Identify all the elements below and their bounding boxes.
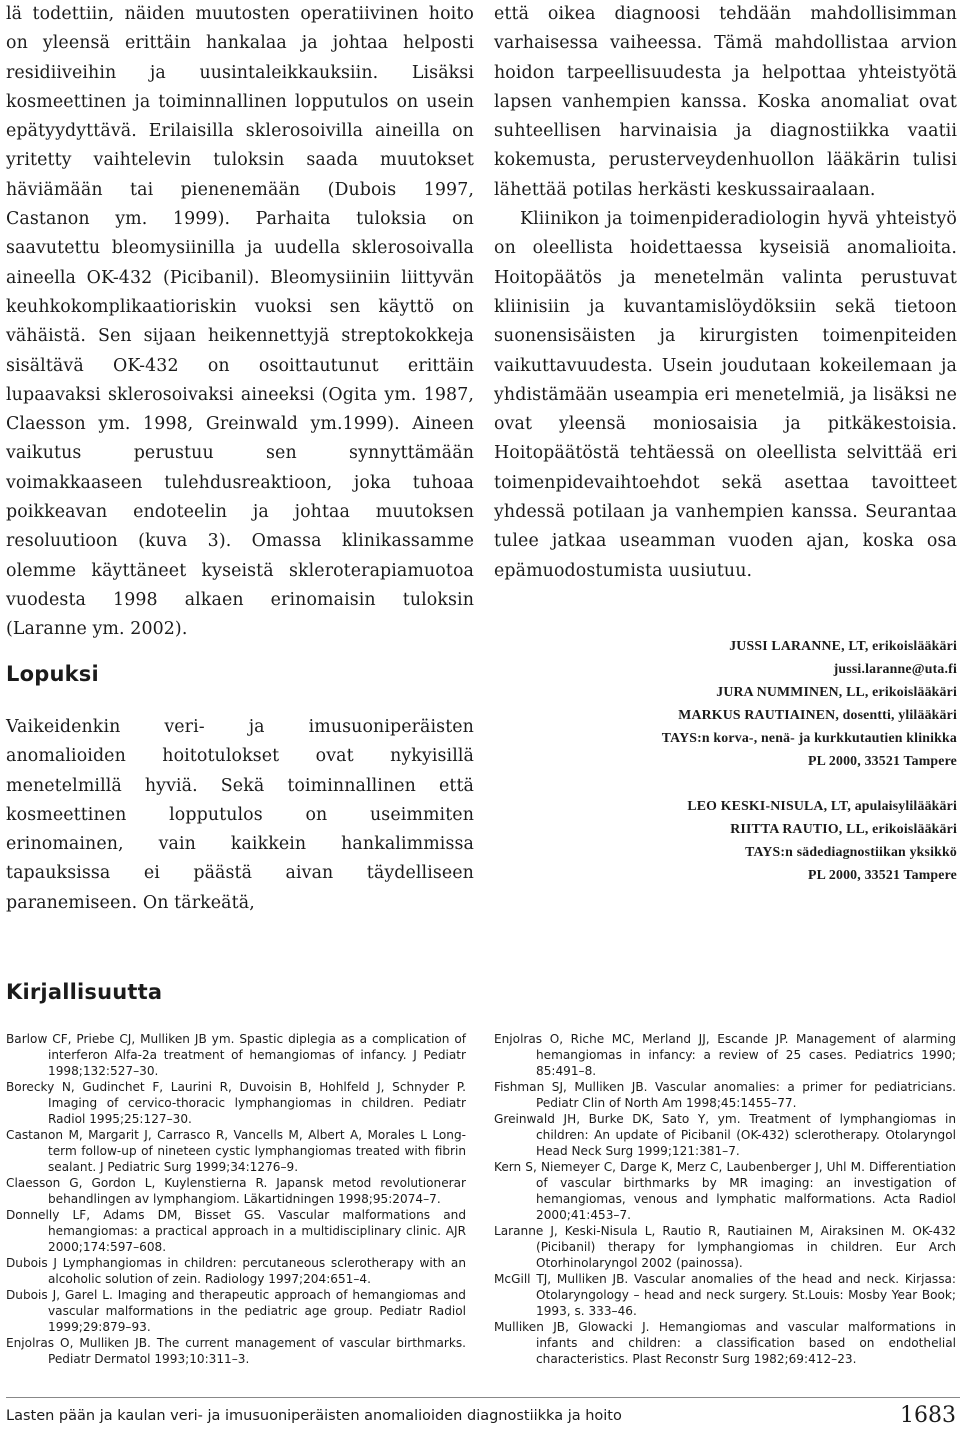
author-line: [494, 749, 957, 772]
author-affiliations: [494, 634, 957, 886]
author-line: [494, 703, 957, 726]
author-name: MARKUS RAUTIAINEN: [678, 707, 836, 722]
author-name: JURA NUMMINEN: [716, 684, 839, 699]
author-line: [494, 794, 957, 817]
conclusion-paragraph: Vaikeidenkin veri- ja imusuoniperäisten anomalioiden hoitotulokset ovat nykyisillä menetelmillä hyviä. Sekä toiminnallinen että kosmeettinen lopputulos on useimmiten erinomainen, vain kaikkein hankalimmissa tapauksissa ei päästä aivan täydelliseen paranemiseen. On tärkeätä,: [6, 717, 474, 913]
reference-entry: Enjolras O, Riche MC, Merland JJ, Escande JP. Management of alarming hemangiomas in infancy: a review of 25 cases. Pediatrics 1990; 85:491–8.: [494, 1032, 956, 1078]
author-group: [494, 634, 957, 772]
body-paragraph: että oikea diagnoosi tehdään mahdollisimman varhaisessa vaiheessa. Tämä mahdollistaa arvion hoidon tarpeellisuudesta ja helpottaa yhteistyötä lapsen vanhempien kanssa. Koska anomaliat ovat suhteellisen harvinaisia ja diagnostiikka vaatii kokemusta, perusterveydenhuollon lääkärin tulisi lähettää potilas herkästi keskussairaalaan.: [494, 4, 957, 200]
reference-entry: Greinwald JH, Burke DK, Sato Y, ym. Treatment of lymphangiomas in children: An update of Picibanil (OK-432) sclerotherapy. Otolaryngol Head Neck Surg 1999;121:381–7.: [494, 1112, 956, 1158]
reference-entry: Dubois J, Garel L. Imaging and therapeutic approach of hemangiomas and vascular malformations in the pediatric age group. Pediatr Radiol 1999;29:879–93.: [6, 1288, 466, 1334]
reference-entry: McGill TJ, Mulliken JB. Vascular anomalies of the head and neck. Kirjassa: Otolaryngology – head and neck surgery. St.Louis: Mosby Year Book; 1993, s. 333–46.: [494, 1272, 956, 1318]
author-name: LEO KESKI-NISULA: [687, 798, 824, 813]
running-footer-title: Lasten pään ja kaulan veri- ja imusuoniperäisten anomalioiden diagnostiikka ja hoito: [6, 1408, 622, 1424]
reference-entry: Laranne J, Keski-Nisula L, Rautio R, Rautiainen M, Airaksinen M. OK-432 (Picibanil) therapy for lymphangiomas in children. Eur Arch Otorhinolaryngol 2002 (painossa).: [494, 1224, 956, 1270]
reference-entry: Claesson G, Gordon L, Kuylenstierna R. Japansk metod revolutionerar behandlingen av lymphangiom. Läkartidningen 1998;95:2074–7.: [6, 1176, 466, 1206]
author-line: [494, 680, 957, 703]
reference-entry: Enjolras O, Mulliken JB. The current management of vascular birthmarks. Pediatr Dermatol 1993;10:311–3.: [6, 1336, 466, 1366]
reference-entry: Fishman SJ, Mulliken JB. Vascular anomalies: a primer for pediatricians. Pediatr Clin of North Am 1998;45:1455–77.: [494, 1080, 956, 1110]
author-name: jussi.laranne@uta.fi: [833, 661, 957, 676]
author-title: , LT, erikoislääkäri: [841, 638, 957, 653]
author-title: , dosentti, ylilääkäri: [835, 707, 957, 722]
reference-entry: Barlow CF, Priebe CJ, Mulliken JB ym. Spastic diplegia as a complication of interferon Alfa-2a treatment of hemangiomas of infancy. J Pediatr 1998;132:527–30.: [6, 1032, 466, 1078]
author-title: , LL, erikoislääkäri: [838, 821, 957, 836]
reference-list-right: [494, 1031, 956, 1367]
reference-entry: Dubois J Lymphangiomas in children: percutaneous sclerotherapy with an alcoholic solution of zein. Radiology 1997;204:651–4.: [6, 1256, 466, 1286]
author-title: , LT, apulaisylilääkäri: [823, 798, 957, 813]
body-paragraph: lä todettiin, näiden muutosten operatiivinen hoito on yleensä erittäin hankalaa ja johtaa helposti residiiveihin ja uusintaleikkauksiin. Lisäksi kosmeettinen ja toiminnallinen lopputulos on usein epätyydyttävä. Erilaisilla sklerosoivilla aineilla on yritetty vaihtelevin tuloksin saada muutokset häviämään tai pienenemään (Dubois 1997, Castanon ym. 1999). Parhaita tuloksia on saavutettu bleomysiinilla ja uudella sklerosoivalla aineella OK-432 (Picibanil). Bleomysiiniin liittyvän keuhkokomplikaatioriskin vuoksi sen käyttö on vähäistä. Sen sijaan heikennettyjä streptokokkeja sisältävä OK-432 on osoittautunut erittäin lupaavaksi sklerosoivaksi aineeksi (Ogita ym. 1987, Claesson ym. 1998, Greinwald ym.1999). Aineen vaikutus perustuu sen synnyttämään voimakkaaseen tulehdusreaktioon, joka tuhoaa poikkeavan endoteelin ja johtaa muutoksen resoluutioon (kuva 3). Omassa klinikassamme olemme käyttäneet kyseistä skleroterapiamuotoa vuodesta 1998 alkaen erinomaisin tuloksin (Laranne ym. 2002).: [6, 4, 474, 640]
author-name: PL 2000, 33521 Tampere: [807, 867, 957, 882]
section-heading-conclusion: Lopuksi: [6, 662, 99, 686]
author-name: TAYS:n sädediagnostiikan yksikkö: [745, 844, 957, 859]
reference-list-left: [6, 1031, 466, 1367]
body-paragraph: Kliinikon ja toimenpideradiologin hyvä yhteistyö on oleellista hoidettaessa kyseisiä anomalioita. Hoitopäätös ja menetelmän valinta perustuvat kliinisiin ja kuvantamislöydöksiin sekä tietoon suonensisäisten ja kirurgisten toimenpiteiden vaikuttavuudesta. Usein joudutaan kokeilemaan ja yhdistämään useampia eri menetelmiä, ja lisäksi ne ovat yleensä moniosaisia ja pitkäkestoisia. Hoitopäätöstä tehtäessä on oleellista selvittää eri toimenpidevaihtoehdot sekä asettaa tavoitteet yhdessä potilaan ja vanhempien kanssa. Seurantaa tulee jatkaa useamman vuoden ajan, koska osa epämuodostumista uusiutuu.: [494, 209, 957, 581]
author-line: [494, 863, 957, 886]
author-line: [494, 634, 957, 657]
footer-divider: [6, 1397, 960, 1398]
reference-entry: Borecky N, Gudinchet F, Laurini R, Duvoisin B, Hohlfeld J, Schnyder P. Imaging of cervico-thoracic lymphangiomas in children. Pediatr Radiol 1995;25:127–30.: [6, 1080, 466, 1126]
author-line: [494, 840, 957, 863]
reference-entry: Castanon M, Margarit J, Carrasco R, Vancells M, Albert A, Morales L Long-term follow-up of nineteen cystic lymphangiomas treated with fibrin sealant. J Pediatric Surg 1999;34:1276–9.: [6, 1128, 466, 1174]
left-column: [6, 0, 474, 645]
reference-entry: Donnelly LF, Adams DM, Bisset GS. Vascular malformations and hemangiomas: a practical approach in a multidisciplinary clinic. AJR 2000;174:597–608.: [6, 1208, 466, 1254]
reference-entry: Mulliken JB, Glowacki J. Hemangiomas and vascular malformations in infants and children: a classification based on endothelial characteristics. Plast Reconstr Surg 1982;69:412–23.: [494, 1320, 956, 1366]
author-line: [494, 657, 957, 680]
author-name: PL 2000, 33521 Tampere: [807, 753, 957, 768]
author-name: RIITTA RAUTIO: [730, 821, 839, 836]
author-group: [494, 794, 957, 886]
right-column: [494, 0, 957, 586]
author-name: TAYS:n korva-, nenä- ja kurkkutautien klinikka: [661, 730, 957, 745]
author-title: , LL, erikoislääkäri: [838, 684, 957, 699]
section-heading-references: Kirjallisuutta: [6, 980, 163, 1004]
page-number: 1683: [900, 1403, 956, 1428]
author-line: [494, 817, 957, 840]
author-line: [494, 726, 957, 749]
reference-entry: Kern S, Niemeyer C, Darge K, Merz C, Laubenberger J, Uhl M. Differentiation of vascular birthmarks by MR imaging: an investigation of hemangiomas, venous and lymphatic malformations. Acta Radiol 2000;41:453–7.: [494, 1160, 956, 1222]
author-name: JUSSI LARANNE: [729, 638, 842, 653]
